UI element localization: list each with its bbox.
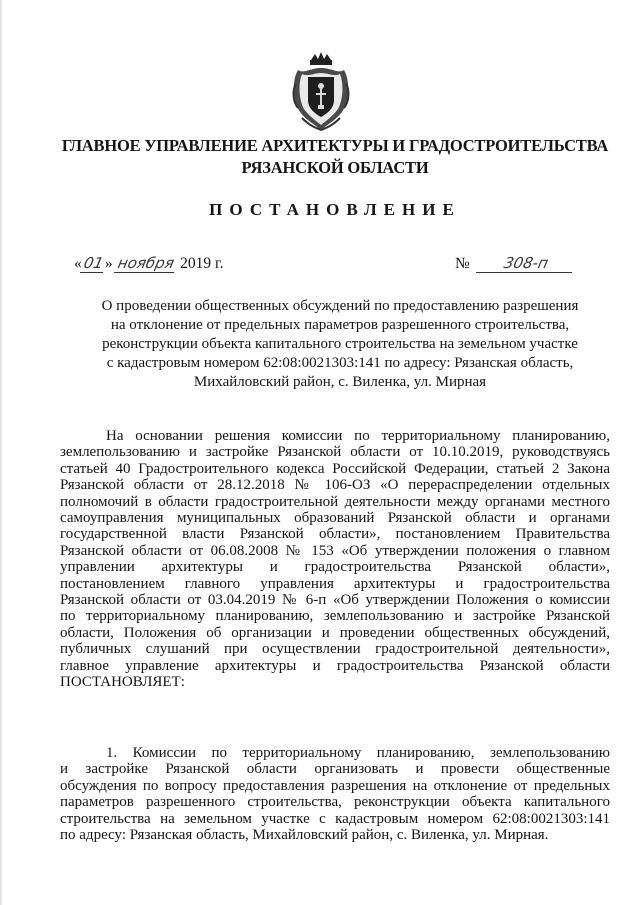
number-label: № — [455, 255, 470, 272]
coat-of-arms-icon — [288, 50, 354, 134]
organization-name-line-2: РЯЗАНСКОЙ ОБЛАСТИ — [241, 158, 429, 177]
body-line: постановлением главного управления архитектуры и градостроительства — [60, 575, 610, 592]
date-open-quote: « — [74, 255, 82, 272]
body-line: 1. Комиссии по территориальному планированию, землепользованию — [106, 745, 610, 761]
body-line: государственной власти Рязанской области», постановлением Правительства — [60, 526, 610, 543]
date-close-quote: » — [104, 255, 113, 272]
body-line: управлении архитектуры и градостроительства Рязанской области», — [60, 559, 610, 576]
body-line: параметров разрешенного строительства, реконструкции объекта капитального — [60, 794, 610, 811]
scan-edge-shadow — [0, 0, 3, 905]
body-line: и застройке Рязанской области организовать и провести общественные — [60, 761, 610, 778]
decree-keyword: ПОСТАНОВЛЯЕТ: — [60, 674, 185, 691]
subject-line: реконструкции объекта капитального строительства на земельном участке — [102, 336, 578, 352]
body-line: публичных слушаний при осуществлении градостроительной деятельности», — [60, 641, 610, 658]
body-line: области, Положения об организации и проведении общественных обсуждений, — [60, 624, 610, 641]
date-year: 2019 г. — [180, 255, 224, 272]
document-subject — [60, 297, 620, 392]
body-line: статьей 40 Градостроительного кодекса Российской Федерации, статьей 2 Закона — [60, 460, 610, 477]
date-month: ноября — [114, 254, 178, 273]
document-type-title: ПОСТАНОВЛЕНИЕ — [209, 200, 461, 219]
body-line: по территориальному планированию, землепользованию и застройке Рязанской — [60, 608, 610, 625]
subject-line: на отклонение от предельных параметров разрешенного строительства, — [110, 317, 570, 333]
body-line: полномочий в области градостроительной деятельности между органами местного — [60, 493, 610, 510]
body-line: самоуправления муниципальных образований Рязанской области и органами — [60, 510, 610, 527]
preamble-paragraph — [60, 428, 610, 691]
body-line: обсуждения по вопросу предоставления разрешения на отклонение от предельных — [60, 777, 610, 794]
clause-1-paragraph — [60, 745, 610, 843]
subject-line: О проведении общественных обсуждений по предоставлению разрешения — [101, 298, 579, 314]
body-line: главное управление архитектуры и градостроительства Рязанской области — [60, 657, 610, 674]
body-line: землепользованию и застройке Рязанской области от 10.10.2019, руководствуясь — [60, 444, 610, 461]
number-value: 308-п — [476, 254, 576, 273]
body-line: Рязанской области от 28.12.2018 № 106-ОЗ «О перераспределении отдельных — [60, 477, 610, 494]
body-line: по адресу: Рязанская область, Михайловский район, с. Виленка, ул. Мирная. — [60, 827, 549, 844]
body-line: Рязанской области от 06.08.2008 № 153 «Об утверждении положения о главном — [60, 542, 610, 559]
body-line: На основании решения комиссии по территориальному планированию, — [106, 428, 610, 444]
subject-line: с кадастровым номером 62:08:0021303:141 по адресу: Рязанская область, — [106, 355, 574, 371]
body-line: Рязанской области от 03.04.2019 № 6-п «Об утверждении Положения о комиссии — [60, 592, 610, 609]
body-line: строительства на земельном участке с кадастровым номером 62:08:0021303:141 — [60, 810, 610, 827]
document-number — [455, 254, 574, 273]
subject-line: Михайловский район, с. Виленка, ул. Мирная — [193, 374, 487, 390]
date-day: 01 — [80, 254, 107, 273]
document-date — [74, 254, 224, 273]
organization-name-line-1: ГЛАВНОЕ УПРАВЛЕНИЕ АРХИТЕКТУРЫ И ГРАДОСТРОИТЕЛЬСТВА — [61, 136, 609, 155]
